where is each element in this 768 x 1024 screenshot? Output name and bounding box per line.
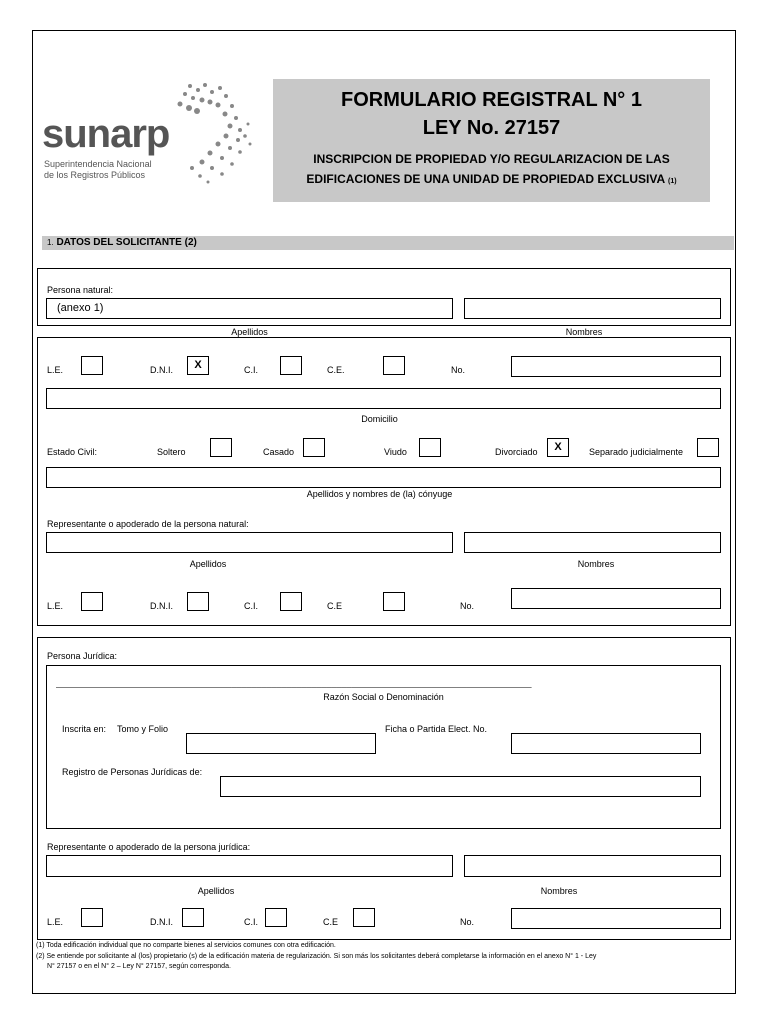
doc-no-label: No. — [451, 365, 466, 375]
form-subtitle-1: INSCRIPCION DE PROPIEDAD Y/O REGULARIZACION DE LAS — [313, 152, 670, 166]
natural-nombres-label: Nombres — [565, 327, 603, 337]
subtitle-note: (1) — [668, 178, 677, 185]
logo-subtitle-1: Superintendencia Nacional — [44, 159, 152, 169]
separado-label: Separado judicialmente — [589, 447, 684, 457]
domicilio-label: Domicilio — [361, 414, 398, 424]
domicilio-field[interactable] — [46, 388, 721, 409]
viudo-label: Viudo — [384, 447, 407, 457]
doc-ce-checkbox[interactable] — [383, 356, 405, 375]
rep-doc-dni-label: D.N.I. — [150, 601, 174, 611]
logo-wordmark: sunarp — [42, 112, 170, 156]
natural-rep-label: Representante o apoderado de la persona natural: — [47, 519, 249, 529]
section-1-header — [42, 236, 734, 250]
separado-checkbox[interactable] — [697, 438, 719, 457]
rep-doc-ce-label: C.E — [327, 601, 343, 611]
estado-civil-label: Estado Civil: — [47, 447, 98, 457]
jur-doc-dni-label: D.N.I. — [150, 917, 174, 927]
registro-field[interactable] — [220, 776, 701, 797]
casado-label: Casado — [263, 447, 295, 457]
soltero-label: Soltero — [157, 447, 186, 457]
law-title: LEY No. 27157 — [422, 117, 561, 139]
razon-social-label: Razón Social o Denominación — [323, 692, 444, 702]
natural-rep-nombres-label: Nombres — [577, 559, 615, 569]
form-title: FORMULARIO REGISTRAL N° 1 — [341, 89, 642, 111]
juridica-rep-nombres-label: Nombres — [540, 886, 578, 896]
rep-doc-dni-checkbox[interactable] — [187, 592, 209, 611]
footnote-2a: (2) Se entiende por solicitante al (los) propietario (s) de la edificación materia de regularización. Si son más los solicitantes deberá completarse la información en el anexo N° 1 - Ley — [36, 953, 597, 960]
rep-doc-le-label: L.E. — [47, 601, 64, 611]
jur-doc-le-label: L.E. — [47, 917, 64, 927]
section-number: 1. — [47, 238, 54, 247]
doc-dni-label: D.N.I. — [150, 365, 174, 375]
form-subtitle-2: EDIFICACIONES DE UNA UNIDAD DE PROPIEDAD EXCLUSIVA (1) — [306, 172, 677, 186]
logo-subtitle-2: de los Registros Públicos — [44, 170, 146, 180]
natural-apellidos-value: (anexo 1) — [57, 302, 104, 314]
rep-doc-ci-checkbox[interactable] — [280, 592, 302, 611]
juridica-rep-nombres-field[interactable] — [464, 855, 721, 877]
rep-doc-no-label: No. — [460, 601, 475, 611]
doc-le-checkbox[interactable] — [81, 356, 103, 375]
jur-doc-ce-checkbox[interactable] — [353, 908, 375, 927]
natural-rep-nombres-field[interactable] — [464, 532, 721, 553]
juridica-rep-apellidos-field[interactable] — [46, 855, 453, 877]
doc-ci-checkbox[interactable] — [280, 356, 302, 375]
tomo-folio-label: Tomo y Folio — [117, 724, 169, 734]
section-title: DATOS DEL SOLICITANTE (2) — [56, 237, 197, 248]
natural-rep-apellidos-label: Apellidos — [189, 559, 227, 569]
razon-social-line[interactable]: _______________________________________________________________________________________________ — [56, 678, 532, 688]
jur-doc-number-field[interactable] — [511, 908, 721, 929]
footnote-1: (1) Toda edificación individual que no comparte bienes al servicios comunes con otra edificación. — [36, 942, 336, 949]
doc-ce-label: C.E. — [327, 365, 345, 375]
natural-rep-apellidos-field[interactable] — [46, 532, 453, 553]
natural-apellidos-field[interactable] — [46, 298, 453, 319]
natural-apellidos-label: Apellidos — [231, 327, 268, 337]
doc-number-field[interactable] — [511, 356, 721, 377]
jur-doc-no-label: No. — [460, 917, 475, 927]
tomo-folio-field[interactable] — [186, 733, 376, 754]
divorciado-label: Divorciado — [495, 447, 538, 457]
registro-label: Registro de Personas Jurídicas de: — [62, 767, 203, 777]
jur-doc-ci-checkbox[interactable] — [265, 908, 287, 927]
natural-nombres-field[interactable] — [464, 298, 721, 319]
natural-label: Persona natural: — [47, 285, 114, 295]
rep-doc-number-field[interactable] — [511, 588, 721, 609]
conyuge-field[interactable] — [46, 467, 721, 488]
jur-doc-le-checkbox[interactable] — [81, 908, 103, 927]
juridica-rep-label: Representante o apoderado de la persona jurídica: — [47, 842, 251, 852]
conyuge-label: Apellidos y nombres de (la) cónyuge — [306, 489, 453, 499]
viudo-checkbox[interactable] — [419, 438, 441, 457]
juridica-label: Persona Jurídica: — [47, 651, 118, 661]
casado-checkbox[interactable] — [303, 438, 325, 457]
doc-le-label: L.E. — [47, 365, 64, 375]
title-box — [273, 79, 710, 202]
divorciado-checkbox[interactable]: X — [547, 438, 569, 457]
sunarp-logo — [40, 78, 255, 188]
rep-doc-ci-label: C.I. — [244, 601, 259, 611]
jur-doc-ci-label: C.I. — [244, 917, 259, 927]
footnote-2b: N° 27157 o en el N° 2 – Ley N° 27157, según corresponda. — [47, 963, 231, 970]
ficha-label: Ficha o Partida Elect. No. — [385, 724, 488, 734]
soltero-checkbox[interactable] — [210, 438, 232, 457]
ficha-field[interactable] — [511, 733, 701, 754]
inscrita-label: Inscrita en: — [62, 724, 107, 734]
doc-ci-label: C.I. — [244, 365, 259, 375]
rep-doc-le-checkbox[interactable] — [81, 592, 103, 611]
doc-dni-checkbox[interactable]: X — [187, 356, 209, 375]
jur-doc-ce-label: C.E — [323, 917, 339, 927]
jur-doc-dni-checkbox[interactable] — [182, 908, 204, 927]
juridica-rep-apellidos-label: Apellidos — [197, 886, 235, 896]
rep-doc-ce-checkbox[interactable] — [383, 592, 405, 611]
